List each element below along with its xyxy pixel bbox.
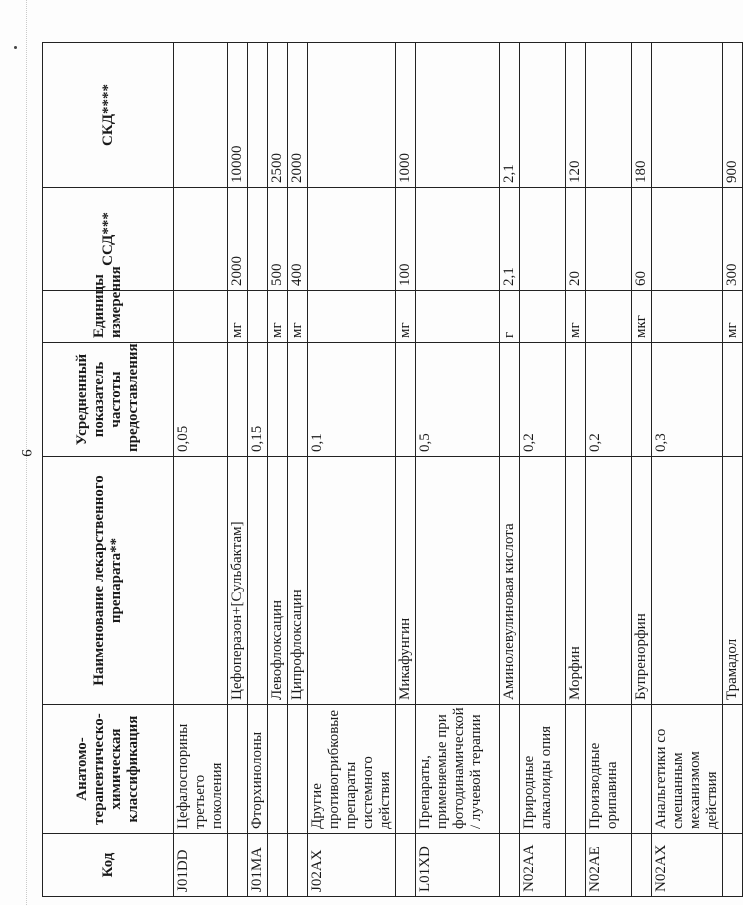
cell-ssd: 400 — [288, 188, 308, 291]
header-skd: СКД**** — [43, 43, 174, 188]
table-header-row — [43, 43, 174, 897]
cell-ssd — [586, 188, 632, 291]
cell-code — [566, 834, 586, 897]
scan-speck — [14, 46, 17, 49]
cell-skd — [174, 43, 228, 188]
table-row — [308, 43, 396, 897]
table-row — [416, 43, 500, 897]
table-row — [268, 43, 288, 897]
cell-units: мг — [268, 291, 288, 343]
cell-atc-class — [723, 705, 743, 834]
cell-frequency — [288, 343, 308, 457]
cell-code: N02AA — [520, 834, 566, 897]
header-ssd: ССД*** — [43, 188, 174, 291]
table-row — [520, 43, 566, 897]
cell-skd — [416, 43, 500, 188]
cell-ssd — [174, 188, 228, 291]
cell-code — [632, 834, 652, 897]
cell-atc-class: Фторхинолоны — [248, 705, 268, 834]
cell-ssd: 2000 — [228, 188, 248, 291]
table-row — [652, 43, 723, 897]
cell-units — [174, 291, 228, 343]
cell-skd: 2500 — [268, 43, 288, 188]
cell-skd: 1000 — [396, 43, 416, 188]
header-units: Единицы измерения — [43, 291, 174, 343]
cell-ssd: 100 — [396, 188, 416, 291]
cell-drug-name: Бупренорфин — [632, 457, 652, 705]
cell-skd — [308, 43, 396, 188]
cell-atc-class: Природные алкалоиды опия — [520, 705, 566, 834]
cell-ssd: 60 — [632, 188, 652, 291]
cell-skd — [652, 43, 723, 188]
cell-skd: 2,1 — [500, 43, 520, 188]
cell-units: г — [500, 291, 520, 343]
cell-ssd — [520, 188, 566, 291]
cell-code — [723, 834, 743, 897]
drug-table — [42, 42, 743, 897]
cell-drug-name: Микафунгин — [396, 457, 416, 705]
cell-atc-class: Препараты, применяемые при фотодинамической / лучевой терапии — [416, 705, 500, 834]
cell-drug-name — [652, 457, 723, 705]
cell-ssd — [652, 188, 723, 291]
cell-atc-class — [396, 705, 416, 834]
cell-skd — [520, 43, 566, 188]
cell-units — [652, 291, 723, 343]
cell-ssd — [248, 188, 268, 291]
cell-drug-name: Аминолевулиновая кислота — [500, 457, 520, 705]
cell-units: мкг — [632, 291, 652, 343]
table-row — [228, 43, 248, 897]
cell-frequency — [268, 343, 288, 457]
cell-drug-name: Трамадол — [723, 457, 743, 705]
cell-units: мг — [566, 291, 586, 343]
cell-drug-name — [416, 457, 500, 705]
cell-drug-name: Ципрофлоксацин — [288, 457, 308, 705]
cell-atc-class: Анальгетики со смешанным механизмом действия — [652, 705, 723, 834]
cell-frequency: 0,5 — [416, 343, 500, 457]
cell-atc-class — [268, 705, 288, 834]
table-row — [500, 43, 520, 897]
cell-atc-class: Другие противогрибковые препараты системного действия — [308, 705, 396, 834]
cell-units — [520, 291, 566, 343]
cell-frequency: 0,3 — [652, 343, 723, 457]
table-row — [723, 43, 743, 897]
cell-frequency — [632, 343, 652, 457]
cell-ssd: 300 — [723, 188, 743, 291]
table-row — [288, 43, 308, 897]
cell-units — [308, 291, 396, 343]
cell-units — [248, 291, 268, 343]
cell-ssd — [416, 188, 500, 291]
cell-units — [416, 291, 500, 343]
cell-frequency: 0,1 — [308, 343, 396, 457]
rotated-table-container — [42, 43, 740, 897]
cell-skd: 120 — [566, 43, 586, 188]
header-frequency: Усредненный показатель частоты предоставления — [43, 343, 174, 457]
cell-atc-class — [632, 705, 652, 834]
cell-code — [228, 834, 248, 897]
cell-ssd: 500 — [268, 188, 288, 291]
cell-units — [586, 291, 632, 343]
cell-drug-name — [308, 457, 396, 705]
cell-code: J02AX — [308, 834, 396, 897]
cell-code: L01XD — [416, 834, 500, 897]
cell-code: N02AE — [586, 834, 632, 897]
table-row — [586, 43, 632, 897]
cell-skd: 180 — [632, 43, 652, 188]
cell-code — [268, 834, 288, 897]
cell-drug-name — [248, 457, 268, 705]
cell-units: мг — [723, 291, 743, 343]
cell-code: J01MA — [248, 834, 268, 897]
table-row — [174, 43, 228, 897]
header-code: Код — [43, 834, 174, 897]
cell-atc-class — [288, 705, 308, 834]
cell-skd: 2000 — [288, 43, 308, 188]
cell-skd: 10000 — [228, 43, 248, 188]
table-row — [248, 43, 268, 897]
cell-frequency — [566, 343, 586, 457]
cell-frequency — [228, 343, 248, 457]
cell-drug-name — [174, 457, 228, 705]
cell-ssd: 2,1 — [500, 188, 520, 291]
cell-code — [500, 834, 520, 897]
header-atc: Анатомо-терапевтическо-химическая классификация — [43, 705, 174, 834]
table-row — [566, 43, 586, 897]
cell-units: мг — [228, 291, 248, 343]
table-row — [632, 43, 652, 897]
cell-atc-class — [500, 705, 520, 834]
header-drug: Наименование лекарственного препарата** — [43, 457, 174, 705]
cell-code: N02AX — [652, 834, 723, 897]
cell-atc-class — [228, 705, 248, 834]
cell-skd — [586, 43, 632, 188]
cell-frequency: 0,2 — [520, 343, 566, 457]
cell-atc-class: Производные орипавина — [586, 705, 632, 834]
cell-drug-name: Морфин — [566, 457, 586, 705]
cell-skd: 900 — [723, 43, 743, 188]
cell-skd — [248, 43, 268, 188]
cell-code — [288, 834, 308, 897]
cell-frequency — [396, 343, 416, 457]
cell-units: мг — [288, 291, 308, 343]
cell-atc-class — [566, 705, 586, 834]
cell-drug-name: Левофлоксацин — [268, 457, 288, 705]
cell-code: J01DD — [174, 834, 228, 897]
cell-frequency: 0,15 — [248, 343, 268, 457]
cell-code — [396, 834, 416, 897]
page-number: 9 — [18, 449, 34, 457]
cell-atc-class: Цефалоспорины третьего поколения — [174, 705, 228, 834]
cell-frequency: 0,05 — [174, 343, 228, 457]
cell-ssd — [308, 188, 396, 291]
cell-drug-name — [520, 457, 566, 705]
table-row — [396, 43, 416, 897]
cell-frequency: 0,2 — [586, 343, 632, 457]
cell-drug-name — [586, 457, 632, 705]
cell-units: мг — [396, 291, 416, 343]
cell-ssd: 20 — [566, 188, 586, 291]
cell-frequency — [723, 343, 743, 457]
cell-frequency — [500, 343, 520, 457]
cell-drug-name: Цефоперазон+[Сульбактам] — [228, 457, 248, 705]
